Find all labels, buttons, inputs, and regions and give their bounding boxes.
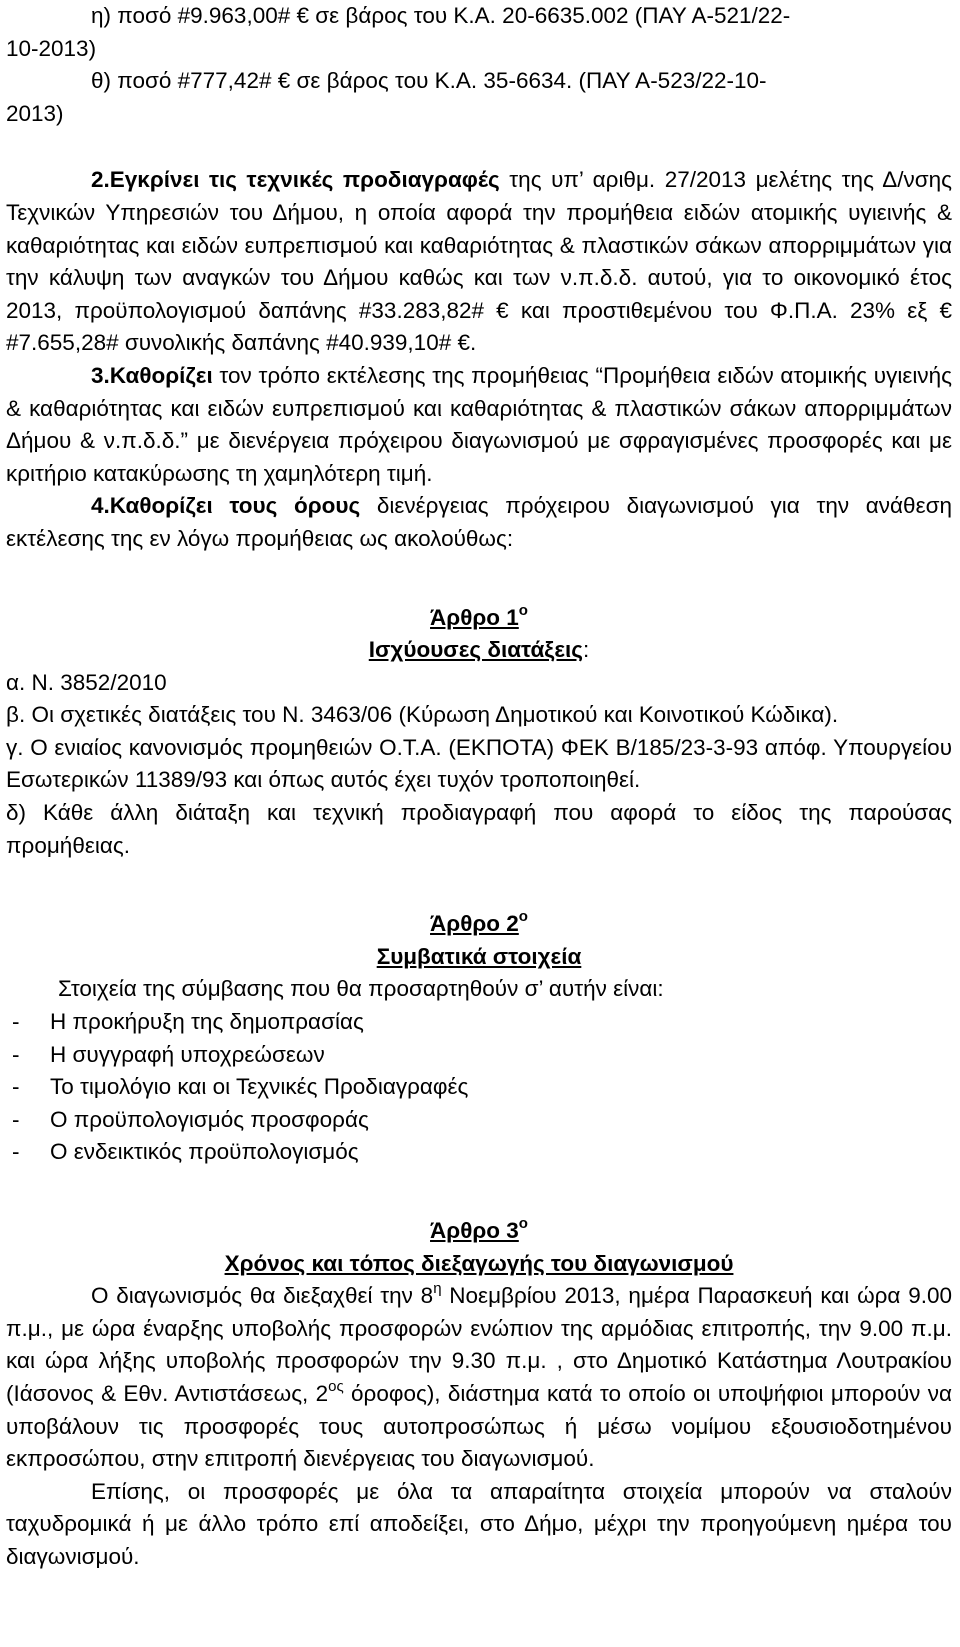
article-1-item: γ. Ο ενιαίος κανονισμός προμηθειών Ο.Τ.Α. (ΕΚΠΟΤΑ) ΦΕΚ Β/185/23-3-93 απόφ. Υπουργείου Εσωτερικών 11389/93 και όπως αυτός έχει τυχόν τροποποιηθεί.	[6, 734, 952, 793]
article-3-text: Νοεμβρίου 2013, ημέρα Παρασκευή και ώρα 9.00 π.μ., με ώρα έναρξης υποβολής προσφορών ενώπιον της αρμόδιας επιτροπής, την 9.00 π.μ. και ώρα λήξης υποβολής προσφορών την 9.30 π.μ. , στο Δημοτικό Κατάστημα Λουτρακίου (Ιάσονος & Εθν. Αντιστάσεως, 2	[6, 1283, 952, 1406]
list-item	[12, 1039, 952, 1072]
article-1-heading	[6, 602, 952, 635]
article-2-list	[6, 1006, 952, 1169]
article-2-subheading: Συμβατικά στοιχεία	[376, 943, 582, 969]
list-item-text: Η προκήρυξη της δημοπρασίας	[50, 1009, 364, 1035]
list-dash: -	[12, 1139, 20, 1165]
list-item-text: Ο προϋπολογισμός προσφοράς	[50, 1106, 369, 1132]
spacer	[6, 1169, 952, 1215]
article-2-heading-text: Άρθρο 2	[430, 911, 519, 937]
article-2-intro: Στοιχεία της σύμβασης που θα προσαρτηθούν σ’ αυτήν είναι:	[58, 976, 664, 1002]
list-item-text: Η συγγραφή υποχρεώσεων	[50, 1041, 325, 1067]
article-1-subheading-colon: :	[582, 637, 590, 663]
article-3-ordinal-floor: ος	[328, 1377, 344, 1395]
article-3-paragraph-2: Επίσης, οι προσφορές με όλα τα απαραίτητα στοιχεία μπορούν να σταλούν ταχυδρομικά ή με άλλο τρόπο επί αποδείξει, στο Δήμο, μέχρι την προηγούμενη ημέρα του διαγωνισμού.	[6, 1478, 952, 1569]
list-item	[12, 1071, 952, 1104]
spacer	[6, 130, 952, 164]
article-3-heading-text: Άρθρο 3	[430, 1218, 519, 1243]
decision-4-text: διενέργειας πρόχειρου διαγωνισμού για την ανάθεση εκτέλεσης της εν λόγω προμήθειας ως ακολούθως:	[6, 493, 953, 551]
decision-4-heading: 4.Καθορίζει τους όρους	[91, 493, 361, 519]
article-3-text: Ο διαγωνισμός θα διεξαχθεί την 8	[91, 1283, 434, 1309]
spacer	[6, 556, 952, 602]
article-2-ordinal: ο	[518, 908, 528, 926]
article-1-item: δ) Κάθε άλλη διάταξη και τεχνική προδιαγραφή που αφορά το είδος της παρούσας προμήθειας.	[6, 800, 952, 858]
article-3-text: όροφος), διάστημα κατά το οποίο οι υποψήφιοι μπορούν να υποβάλουν τις προσφορές τους αυτοπροσώπως ή μέσω νομίμου εξουσιοδοτημένου εκπροσώπου, στην επιτροπή διενέργειας του διαγωνισμού.	[6, 1380, 952, 1472]
list-item	[12, 1006, 952, 1039]
decision-4-paragraph	[6, 490, 952, 555]
article-3-heading	[6, 1215, 952, 1248]
item-theta-line: θ) ποσό #777,42# € σε βάρος του Κ.Α. 35-6634. (ΠΑΥ Α-523/22-10-	[91, 68, 767, 94]
decision-3-paragraph	[6, 360, 952, 490]
decision-2-paragraph	[6, 164, 952, 360]
article-3-subheading: Χρόνος και τόπος διεξαγωγής του διαγωνισμού	[224, 1250, 734, 1276]
article-3-ordinal-day: η	[433, 1280, 442, 1298]
decision-2-text: της υπ’ αριθμ. 27/2013 μελέτης της Δ/νσης Τεχνικών Υπηρεσιών του Δήμου, η οποία αφορά την προμήθεια ειδών ατομικής υγιεινής & καθαριότητας και ειδών ευπρεπισμού και καθαριότητας & πλαστικών σάκων απορριμμάτων για την κάλυψη των αναγκών του Δήμου καθώς και των ν.π.δ.δ. αυτού, για το οικονομικό έτος 2013, προϋπολογισμού δαπάνης #33.283,82# € και προστιθεμένου του Φ.Π.Α. 23% εξ € #7.655,28# συνολικής δαπάνης #40.939,10# €.	[6, 167, 952, 356]
article-1-subheading	[6, 634, 952, 667]
item-eta-continuation: 10-2013)	[6, 35, 97, 61]
article-1-subheading-text: Ισχύουσες διατάξεις	[368, 637, 583, 663]
decision-3-text: τον τρόπο εκτέλεσης της προμήθειας “Προμήθεια ειδών ατομικής υγιεινής & καθαριότητας και ειδών ευπρεπισμού και καθαριότητας & πλαστικών σάκων απορριμμάτων Δήμου & ν.π.δ.δ.” με διενέργεια πρόχειρου διαγωνισμού με σφραγισμένες προσφορές και με κριτήριο κατακύρωσης τη χαμηλότερη τιμή.	[6, 362, 952, 486]
article-1-item: α. Ν. 3852/2010	[6, 669, 167, 695]
list-item-text: Το τιμολόγιο και οι Τεχνικές Προδιαγραφές	[50, 1074, 469, 1100]
article-2-heading	[6, 908, 952, 941]
decision-2-heading: 2.Εγκρίνει τις τεχνικές προδιαγραφές	[91, 167, 500, 193]
list-dash: -	[12, 1041, 20, 1067]
list-item	[12, 1136, 952, 1169]
article-3-ordinal: ο	[518, 1215, 528, 1232]
article-3-paragraph-1	[6, 1280, 952, 1476]
list-dash: -	[12, 1074, 20, 1100]
decision-3-heading: 3.Καθορίζει	[91, 362, 213, 388]
article-1-item: β. Οι σχετικές διατάξεις του Ν. 3463/06 (Κύρωση Δημοτικού και Κοινοτικού Κώδικα).	[6, 702, 839, 728]
list-dash: -	[12, 1106, 20, 1132]
list-dash: -	[12, 1009, 20, 1035]
spacer	[6, 862, 952, 908]
item-theta-continuation: 2013)	[6, 100, 64, 126]
item-eta-line: η) ποσό #9.963,00# € σε βάρος του Κ.Α. 20-6635.002 (ΠΑΥ Α-521/22-	[91, 3, 791, 28]
list-item	[12, 1104, 952, 1137]
article-1-heading-text: Άρθρο 1	[430, 604, 519, 630]
article-1-ordinal: ο	[518, 601, 528, 619]
list-item-text: Ο ενδεικτικός προϋπολογισμός	[50, 1139, 359, 1165]
